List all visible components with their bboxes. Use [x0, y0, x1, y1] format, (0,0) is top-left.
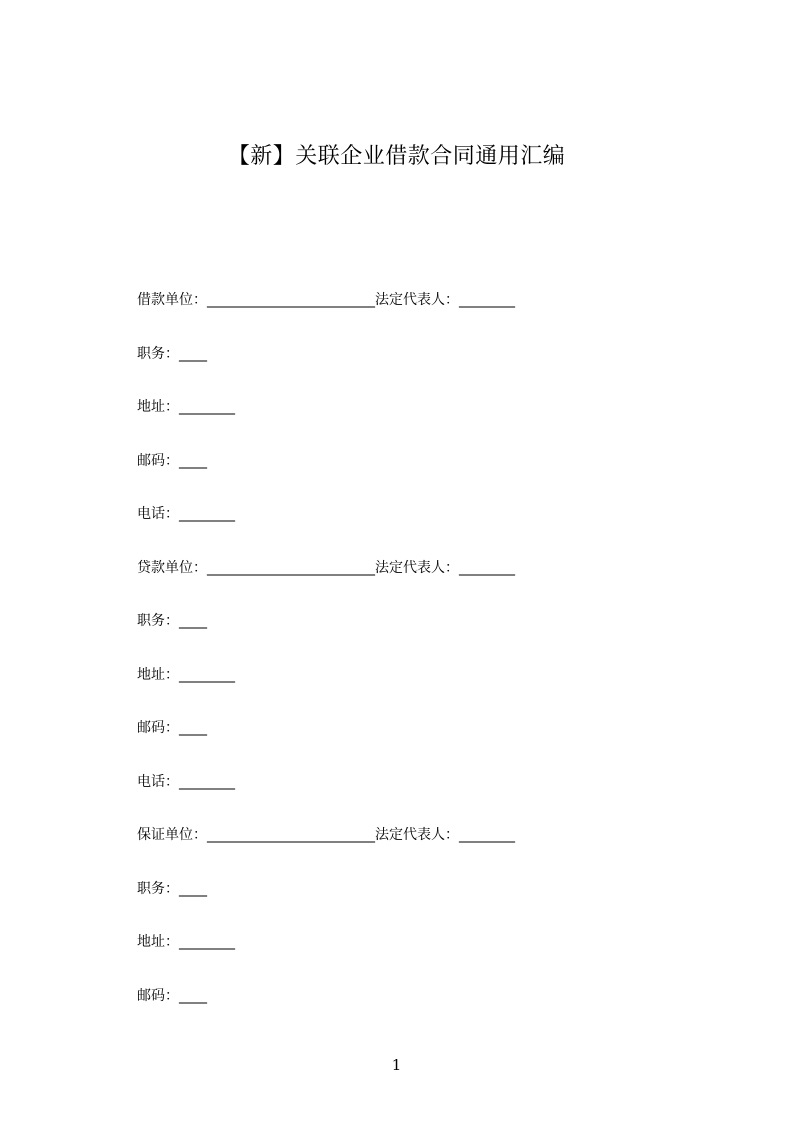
guarantor-position-line: 职务：____	[137, 880, 207, 897]
guarantor-unit-line: 保证单位：________________________法定代表人：________	[137, 827, 515, 843]
document-title: 【新】关联企业借款合同通用汇编	[227, 144, 566, 169]
borrower-postcode-line: 邮码：____	[137, 452, 207, 469]
lender-address-line: 地址：________	[137, 666, 235, 683]
guarantor-postcode-line: 邮码：____	[137, 987, 207, 1004]
borrower-address-line: 地址：________	[137, 399, 235, 415]
lender-phone-line: 电话：________	[137, 773, 235, 790]
lender-position-line: 职务：____	[137, 613, 207, 629]
guarantor-address-line: 地址：________	[137, 934, 235, 950]
party-info-fields	[137, 288, 697, 1037]
borrower-unit-line: 借款单位：________________________法定代表人：________	[137, 292, 515, 308]
lender-unit-line: 贷款单位：________________________法定代表人：________	[137, 559, 515, 576]
page-number: 1	[391, 1056, 402, 1074]
borrower-position-line: 职务：____	[137, 345, 207, 362]
borrower-phone-line: 电话：________	[137, 506, 235, 522]
lender-postcode-line: 邮码：____	[137, 720, 207, 736]
